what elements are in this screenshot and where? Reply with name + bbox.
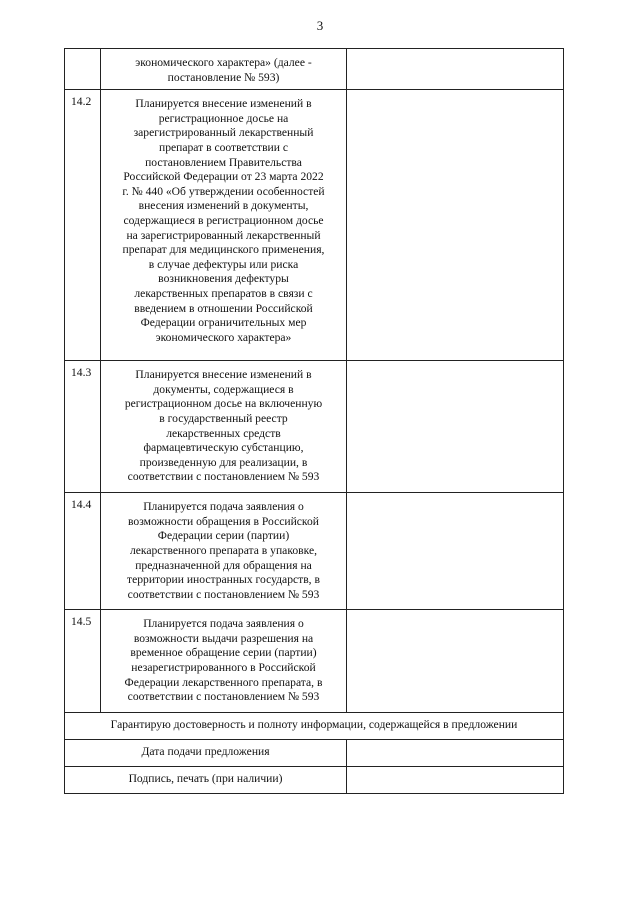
description-line: внесения изменений в документы, (138, 199, 309, 213)
description-line: возникновения дефектуры (158, 272, 289, 286)
description-line: Федерации ограничительных мер (140, 316, 307, 330)
description-line: Российской Федерации от 23 марта 2022 (123, 170, 324, 184)
row-description (101, 49, 347, 90)
table-row (65, 610, 564, 713)
description-line: экономического характера» (155, 330, 292, 344)
signature-row (65, 767, 564, 794)
page-number: 3 (316, 18, 324, 33)
description-line: лекарственного препарата в упаковке, (129, 543, 318, 557)
submission-date-label: Дата подачи предложения (65, 740, 347, 767)
description-line: в случае дефектуры или риска (148, 257, 299, 271)
row-number: 14.4 (65, 493, 101, 610)
description-line: содержащиеся в регистрационном досье (123, 213, 324, 227)
signature-label: Подпись, печать (при наличии) (65, 767, 347, 794)
description-line: постановление № 593) (167, 70, 280, 84)
description-line: территории иностранных государств, в (127, 573, 320, 587)
proposal-table (64, 48, 564, 794)
answer-cell[interactable] (347, 361, 564, 493)
description-line: соответствии с постановлением № 593 (127, 470, 320, 484)
description-line: препарат в соответствии с (158, 140, 289, 154)
answer-cell[interactable] (347, 90, 564, 361)
description-line: незарегистрированного в Российской (131, 660, 316, 674)
description-line: постановлением Правительства (145, 155, 302, 169)
row-description (101, 493, 347, 610)
answer-cell[interactable] (347, 493, 564, 610)
row-number: 14.3 (65, 361, 101, 493)
row-description (101, 90, 347, 361)
description-line: Планируется подача заявления о (143, 617, 304, 631)
description-line: возможности выдачи разрешения на (133, 631, 314, 645)
description-line: соответствии с постановлением № 593 (127, 690, 320, 704)
description-line: Планируется внесение изменений в (135, 97, 312, 111)
date-row (65, 740, 564, 767)
description-line: г. № 440 «Об утверждении особенностей (122, 184, 325, 198)
description-line: регистрационном досье на включенную (124, 397, 323, 411)
description-line: экономического характера» (далее - (135, 56, 312, 69)
description-line: произведенную для реализации, в (139, 455, 308, 469)
description-line: Федерации серии (партии) (157, 529, 290, 543)
description-line: лекарственных препаратов в связи с (134, 286, 313, 300)
description-line: введением в отношении Российской (134, 301, 313, 315)
description-line: Планируется внесение изменений в (135, 368, 312, 382)
description-line: зарегистрированный лекарственный (133, 126, 314, 140)
description-line: документы, содержащиеся в (153, 382, 294, 396)
description-line: на зарегистрированный лекарственный (126, 228, 321, 242)
description-line: возможности обращения в Российской (128, 514, 319, 528)
guarantee-statement: Гарантирую достоверность и полноту информации, содержащейся в предложении (65, 713, 564, 740)
description-line: временное обращение серии (партии) (130, 646, 317, 660)
description-line: препарат для медицинского применения, (122, 243, 325, 257)
description-line: предназначенной для обращения на (135, 558, 312, 572)
description-line: Федерации лекарственного препарата, в (124, 675, 323, 689)
answer-cell[interactable] (347, 49, 564, 90)
description-line: в государственный реестр (159, 411, 288, 425)
guarantee-row (65, 713, 564, 740)
row-description (101, 610, 347, 713)
description-line: фармацевтическую субстанцию, (143, 441, 304, 455)
answer-cell[interactable] (347, 610, 564, 713)
description-line: соответствии с постановлением № 593 (127, 587, 320, 601)
description-line: Планируется подача заявления о (143, 500, 304, 514)
table-row (65, 361, 564, 493)
table-row (65, 493, 564, 610)
description-line: регистрационное досье на (158, 111, 289, 125)
row-number: 14.5 (65, 610, 101, 713)
table-row (65, 90, 564, 361)
submission-date-field[interactable] (347, 740, 564, 767)
row-description (101, 361, 347, 493)
row-number: 14.2 (65, 90, 101, 361)
signature-field[interactable] (347, 767, 564, 794)
description-line: лекарственных средств (166, 426, 281, 440)
table-row (65, 49, 564, 90)
row-number (65, 49, 101, 90)
